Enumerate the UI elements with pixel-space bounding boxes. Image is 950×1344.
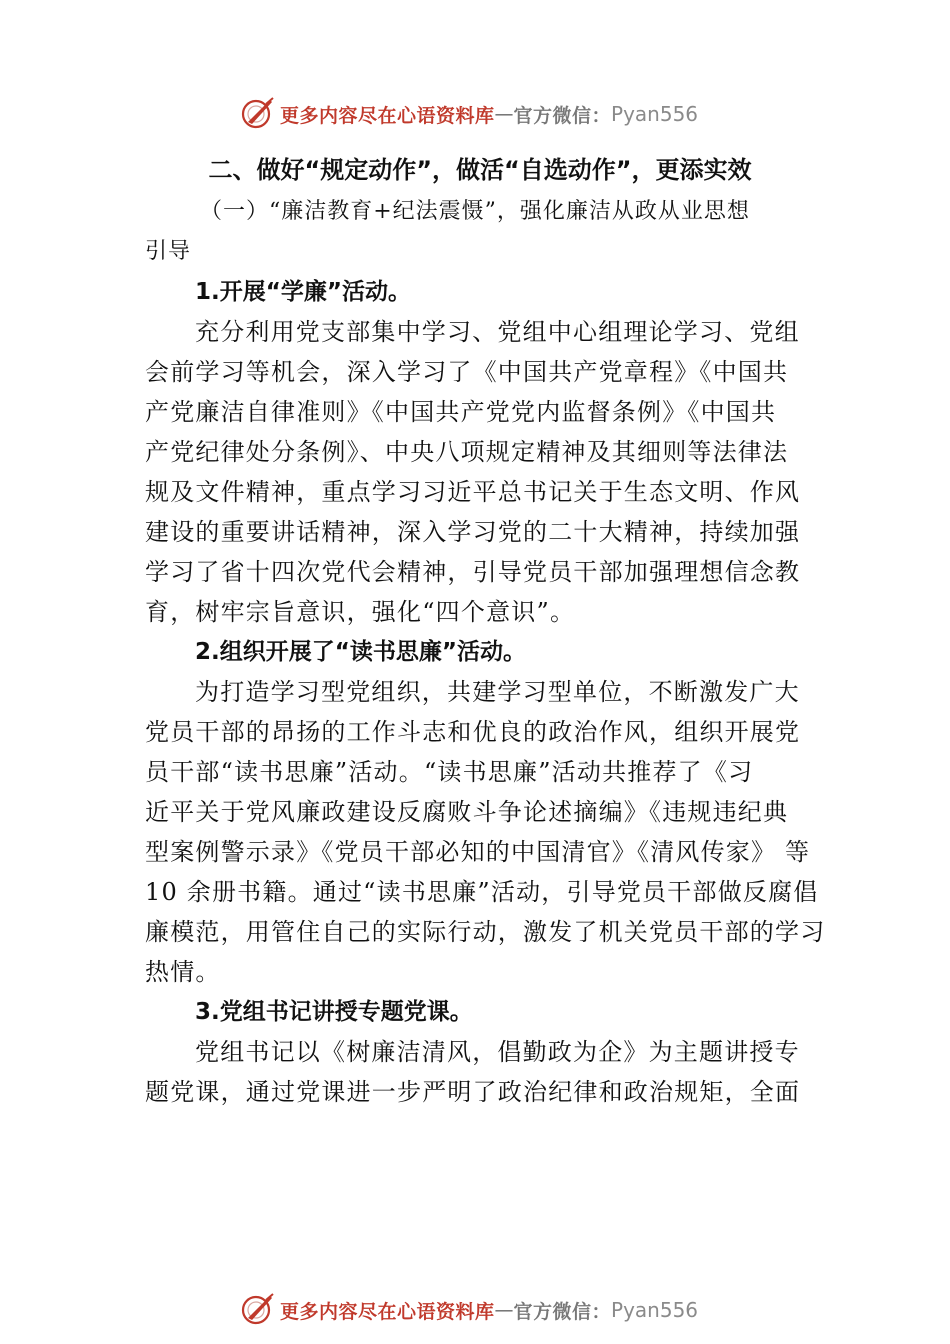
paragraph-line: 10 余册书籍。通过“读书思廉”活动，引导党员干部做反腐倡 [145,878,819,906]
header-banner [240,94,698,134]
sub-heading-line-1: （一）“廉洁教育+纪法震慑”，强化廉洁从政从业思想 [200,199,750,224]
section2-paragraph [145,672,826,992]
section2-title: 2.组织开展了“读书思廉”活动。 [195,639,526,665]
paragraph-line: 员干部“读书思廉”活动。“读书思廉”活动共推荐了《习 [145,758,754,786]
banner-subtitle: 官方微信： [513,1300,612,1323]
paragraph-line: 型案例警示录》《党员干部必知的中国清官》《清风传家》 等 [145,838,811,866]
paragraph-line: 规及文件精神，重点学习习近平总书记关于生态文明、作风 [145,478,801,506]
banner-dash: — [494,1299,514,1321]
quill-logo-icon [240,1292,276,1328]
paragraph-line: 育，树牢宗旨意识，强化“四个意识”。 [145,598,576,626]
paragraph-line: 为打造学习型党组织，共建学习型单位，不断激发广大 [195,678,800,706]
section1-paragraph [145,312,815,632]
banner-subtitle: 官方微信： [513,104,612,127]
paragraph-line: 廉模范，用管住自己的实际行动，激发了机关党员干部的学习 [145,918,826,946]
banner-dash: — [494,103,514,125]
paragraph-line: 党组书记以《树廉洁清风，倡勤政为企》为主题讲授专 [195,1038,800,1066]
banner-wechat-id: Pyan556 [611,102,699,126]
paragraph-line: 近平关于党风廉政建设反腐败斗争论述摘编》《违规违纪典 [145,798,789,826]
sub-heading-line-2: 引导 [145,239,192,264]
banner-wechat-id: Pyan556 [611,1298,699,1322]
quill-logo-icon [240,96,276,132]
paragraph-line: 热情。 [145,958,221,986]
banner-title: 更多内容尽在心语资料库 [280,104,495,127]
paragraph-line: 产党廉洁自律准则》《中国共产党党内监督条例》《中国共 [145,398,777,426]
section3-paragraph [145,1032,815,1112]
document-body [145,148,826,1112]
paragraph-line: 产党纪律处分条例》、中央八项规定精神及其细则等法律法 [145,438,789,466]
banner-title: 更多内容尽在心语资料库 [280,1300,495,1323]
paragraph-line: 充分利用党支部集中学习、党组中心组理论学习、党组 [195,318,800,346]
paragraph-line: 党员干部的昂扬的工作斗志和优良的政治作风，组织开展党 [145,718,801,746]
section-heading: 二、做好“规定动作”，做活“自选动作”，更添实效 [208,156,752,184]
paragraph-line: 建设的重要讲话精神，深入学习党的二十大精神，持续加强 [145,518,801,546]
footer-banner [240,1290,698,1330]
paragraph-line: 题党课，通过党课进一步严明了政治纪律和政治规矩，全面 [145,1078,801,1106]
paragraph-line: 学习了省十四次党代会精神，引导党员干部加强理想信念教 [145,558,801,586]
section1-title: 1.开展“学廉”活动。 [195,279,411,305]
paragraph-line: 会前学习等机会，深入学习了《中国共产党章程》《中国共 [145,358,789,386]
section3-title: 3.党组书记讲授专题党课。 [195,999,473,1025]
